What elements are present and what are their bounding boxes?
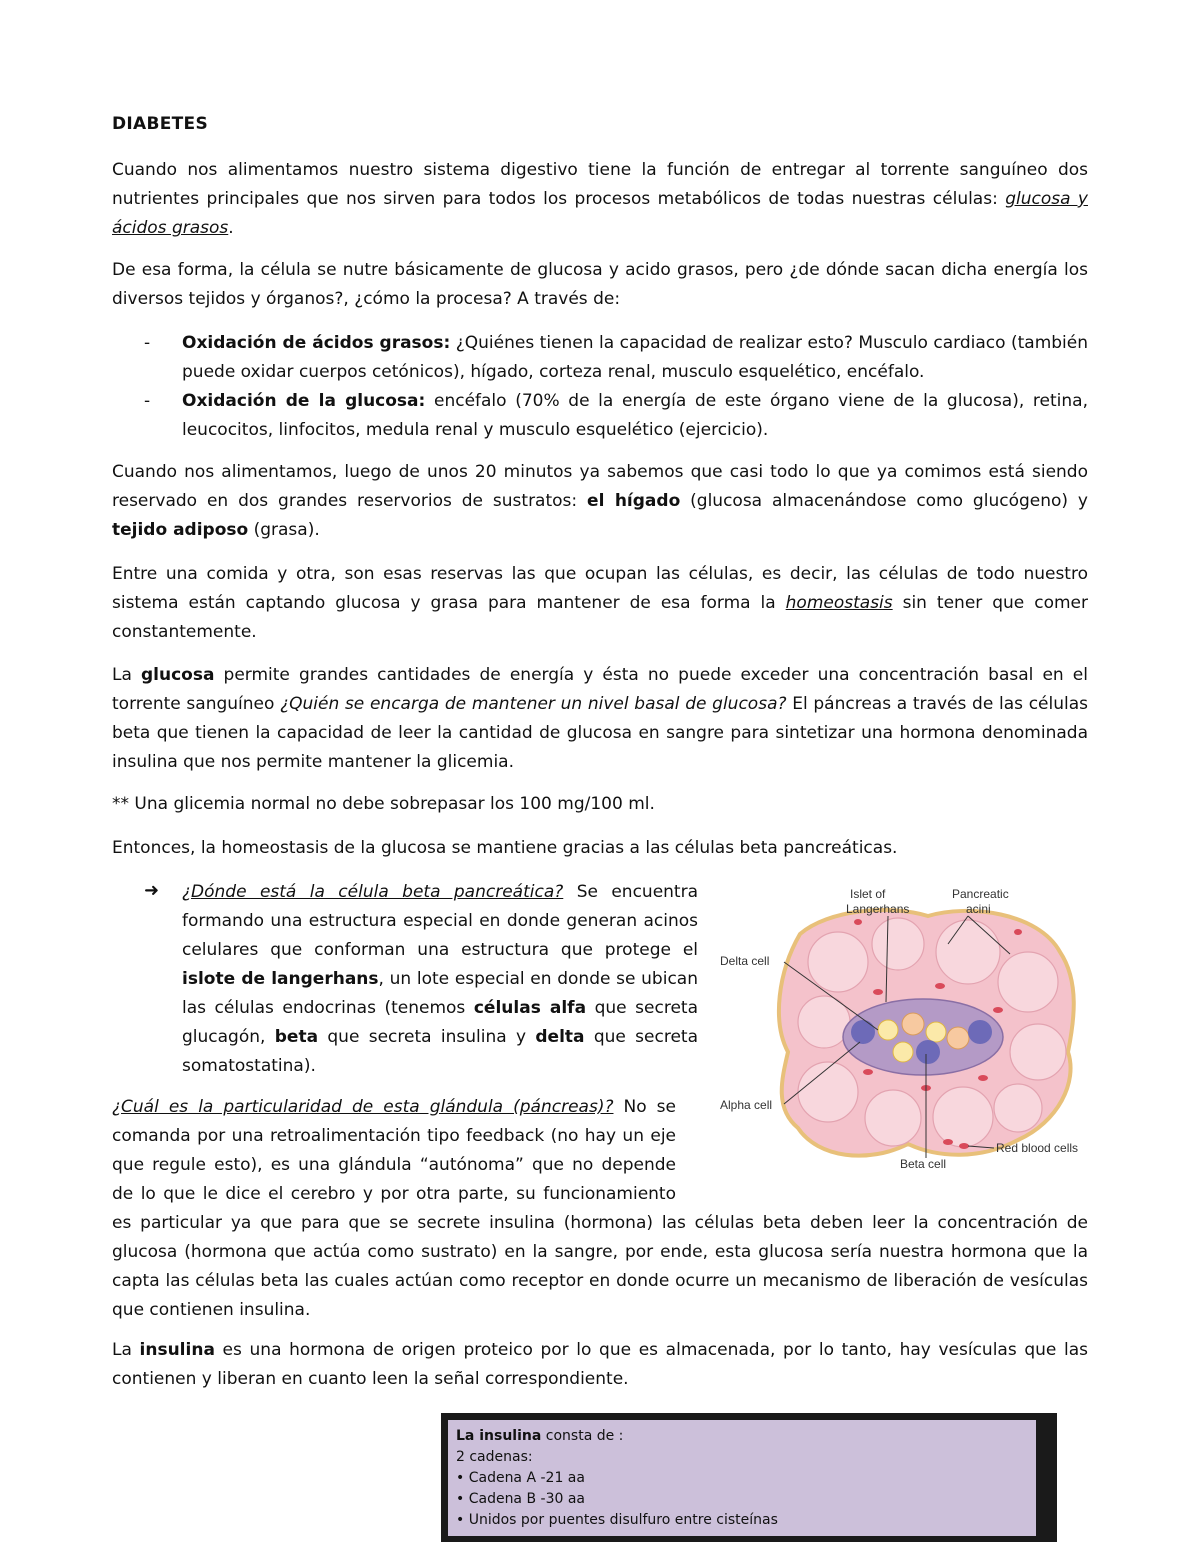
paragraph-text: permite grandes cantidades de energía y ésta no puede exceder una concentración basal en el torrente sanguíneo	[112, 665, 1088, 714]
period: .	[228, 218, 234, 238]
box-line	[456, 1426, 1036, 1447]
paragraph-text: No se comanda por una retroalimentación tipo feedback (no hay un eje que regule esto), es una glándula “autónoma” que no depende de lo que le dice el cerebro y por otra parte, su funcionamiento es particular ya que para que se secrete insulina (hormona) las células beta deben leer la concentración de glucosa (hormona que actúa como sustrato) en la sangre, por ende, esta glucosa sería nuestra hormona que la capta las células beta las cuales actúan como receptor en donde ocurre un mecanismo de liberación de vesículas que contienen insulina.	[112, 1097, 1088, 1320]
paragraph-intro	[112, 156, 1088, 243]
bold-text: glucosa	[140, 665, 215, 685]
italic-question: ¿Cuál es la particularidad de esta glándula (páncreas)?	[112, 1097, 614, 1117]
islet-label: Islet of	[850, 887, 886, 901]
glucose-fatty-acids-text: glucosa y ácidos grasos	[112, 189, 1088, 238]
paragraph-insulin	[112, 1336, 1088, 1394]
page-title: DIABETES	[112, 114, 209, 134]
bold-text: insulina	[139, 1340, 215, 1360]
paragraph-glucose	[112, 661, 1088, 777]
paragraph-homeostasis	[112, 560, 1088, 647]
box-bullet: • Cadena B -30 aa	[456, 1491, 585, 1507]
alpha-cell-label: Alpha cell	[720, 1098, 773, 1112]
paragraph-energy	[112, 256, 1088, 314]
paragraph-text: , un lote especial en donde se ubican las células endocrinas (tenemos	[182, 969, 698, 1018]
bold-text: el hígado	[587, 491, 681, 511]
bold-text: delta	[535, 1027, 585, 1047]
paragraph-reserves	[112, 458, 1088, 545]
bold-text: islote de langerhans	[182, 969, 379, 989]
bold-text: células alfa	[473, 998, 587, 1018]
bold-text: tejido adiposo	[112, 520, 249, 540]
paragraph-text: (glucosa almacenándose como glucógeno) y	[680, 491, 1088, 511]
islet-label: Langerhans	[846, 902, 910, 916]
beta-cell-location-item	[144, 878, 698, 1081]
list-item-text: ¿Quiénes tienen la capacidad de realizar esto? Musculo cardiaco (también puede oxidar cuerpos cetónicos), hígado, corteza renal, musculo esquelético, encéfalo.	[182, 333, 1088, 382]
beta-cell-label: Beta cell	[900, 1157, 947, 1171]
paragraph-text: que secreta somatostatina).	[182, 1027, 698, 1076]
dash-marker: -	[144, 333, 151, 353]
insulin-info-content	[448, 1420, 1036, 1536]
box-text: consta de :	[541, 1428, 624, 1444]
paragraph-text: La	[112, 665, 141, 685]
italic-question: ¿Quién se encarga de mantener un nivel basal de glucosa?	[280, 694, 787, 714]
paragraph-text: Se encuentra formando una estructura especial en donde generan acinos celulares que conforman una estructura que protege el	[182, 882, 699, 960]
acini-label: Pancreatic	[952, 887, 1009, 901]
paragraph-beta-cells	[112, 834, 1088, 863]
paragraph-glycemia-note	[112, 790, 1088, 819]
paragraph-text: De esa forma, la célula se nutre básicamente de glucosa y acido grasos, pero ¿de dónde sacan dicha energía los diversos tejidos y órganos?, ¿cómo la procesa? A través de:	[112, 260, 1088, 309]
paragraph-text: ** Una glicemia normal no debe sobrepasar los 100 mg/100 ml.	[112, 794, 655, 814]
homeostasis-text: homeostasis	[785, 593, 893, 613]
paragraph-text: La	[112, 1340, 140, 1360]
paragraph-text: que secreta glucagón,	[182, 998, 698, 1047]
islet-of-langerhans-diagram	[718, 882, 1092, 1174]
box-bullet: • Cadena A -21 aa	[456, 1470, 585, 1486]
dash-marker: -	[144, 391, 151, 411]
oxidation-list	[112, 329, 1088, 445]
bold-text: beta	[274, 1027, 319, 1047]
paragraph-text: que secreta insulina y	[318, 1027, 536, 1047]
paragraph-text: Entre una comida y otra, son esas reservas las que ocupan las células, es decir, las células de todo nuestro sistema están captando glucosa y grasa para mantener de esa forma la	[112, 564, 1088, 613]
list-item-bold: Oxidación de la glucosa:	[182, 391, 426, 411]
rbc-label: Red blood cells	[996, 1141, 1079, 1155]
acini-label: acini	[966, 902, 991, 916]
bold-text: La insulina	[456, 1428, 542, 1444]
paragraph-text: sin tener que comer constantemente.	[112, 593, 1088, 642]
italic-question: ¿Dónde está la célula beta pancreática?	[182, 882, 564, 902]
list-item-text: encéfalo (70% de la energía de este órgano viene de la glucosa), retina, leucocitos, linfocitos, medula renal y musculo esquelético (ejercicio).	[182, 391, 1088, 440]
paragraph-text: (grasa).	[248, 520, 320, 540]
list-item	[112, 387, 1088, 445]
paragraph-text: Entonces, la homeostasis de la glucosa se mantiene gracias a las células beta pancreáticas.	[112, 838, 898, 858]
box-bullet: • Unidos por puentes disulfuro entre cisteínas	[456, 1512, 778, 1528]
arrow-icon: ➜	[144, 880, 160, 901]
list-item	[112, 329, 1088, 387]
paragraph-text: es una hormona de origen proteico por lo que es almacenada, por lo tanto, hay vesículas que las contienen y liberan en cuanto leen la señal correspondiente.	[112, 1340, 1088, 1389]
paragraph-text: Cuando nos alimentamos, luego de unos 20 minutos ya sabemos que casi todo lo que ya comimos está siendo reservado en dos grandes reservorios de sustratos:	[112, 462, 1088, 511]
list-item-bold: Oxidación de ácidos grasos:	[182, 333, 451, 353]
insulin-info-box	[441, 1413, 1057, 1542]
paragraph-text: El páncreas a través de las células beta que tienen la capacidad de leer la cantidad de glucosa en sangre para sintetizar una hormona denominada insulina que nos permite mantener la glicemia.	[112, 694, 1088, 772]
delta-cell-label: Delta cell	[720, 954, 770, 968]
box-line: 2 cadenas:	[456, 1449, 533, 1465]
paragraph-text: Cuando nos alimentamos nuestro sistema digestivo tiene la función de entregar al torrente sanguíneo dos nutrientes principales que nos sirven para todos los procesos metabólicos de todas nuestras células:	[112, 160, 1088, 209]
